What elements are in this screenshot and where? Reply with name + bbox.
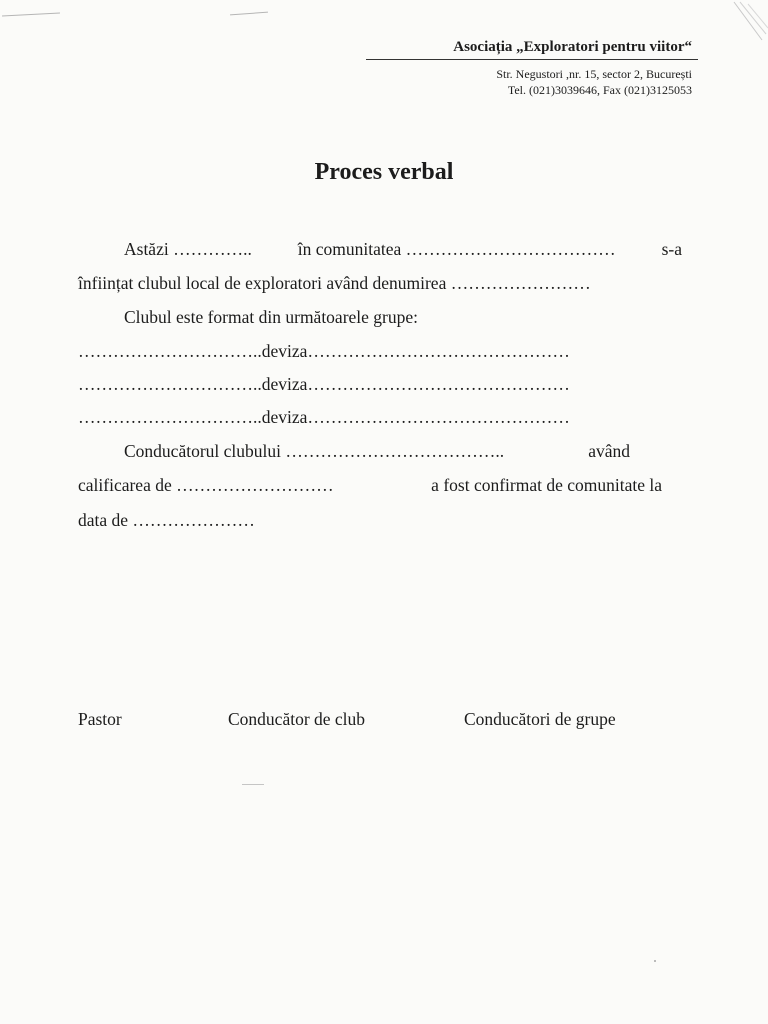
body-line-club-leader <box>124 440 630 462</box>
body-line-date-community <box>124 238 682 260</box>
scan-corner-artifact <box>728 0 768 48</box>
body-line-groups-intro: Clubul este format din următoarele grupe: <box>124 307 419 327</box>
club-leader-field-label: Conducătorul clubului ……………………………….. <box>124 441 505 461</box>
group-line-1: …………………………..deviza……………………………………… <box>78 341 570 361</box>
community-field-label: în comunitatea ……………………………… <box>297 239 616 259</box>
line7-suffix: având <box>588 441 630 461</box>
line1-suffix: s-a <box>661 239 682 259</box>
document-title: Proces verbal <box>314 159 454 185</box>
signature-label-group-leaders: Conducători de grupe <box>464 709 616 729</box>
qualification-field-label: calificarea de ……………………… <box>78 475 334 495</box>
scan-mark-below-signatures <box>242 784 264 785</box>
line8-suffix: a fost confirmat de comunitate la <box>431 475 662 495</box>
scan-mark-top-center <box>230 12 268 16</box>
organization-name: Asociația „Exploratori pentru viitor“ <box>453 39 692 55</box>
date-field-label: Astăzi ………….. <box>124 239 252 259</box>
body-line-confirmation-date: data de ………………… <box>78 510 255 530</box>
organization-address: Str. Negustori ,nr. 15, sector 2, București <box>496 67 692 81</box>
body-line-qualification <box>78 474 662 496</box>
signature-label-pastor: Pastor <box>78 709 122 729</box>
organization-phone: Tel. (021)3039646, Fax (021)3125053 <box>507 83 692 97</box>
letterhead-divider <box>366 59 698 60</box>
scan-mark-top-left <box>2 12 60 16</box>
scan-mark-bottom-right <box>654 960 656 962</box>
body-line-club-name: înființat clubul local de exploratori având denumirea …………………… <box>78 273 591 293</box>
group-line-2: …………………………..deviza……………………………………… <box>78 374 570 394</box>
group-line-3: …………………………..deviza……………………………………… <box>78 407 570 427</box>
signature-label-club-leader: Conducător de club <box>228 709 366 729</box>
